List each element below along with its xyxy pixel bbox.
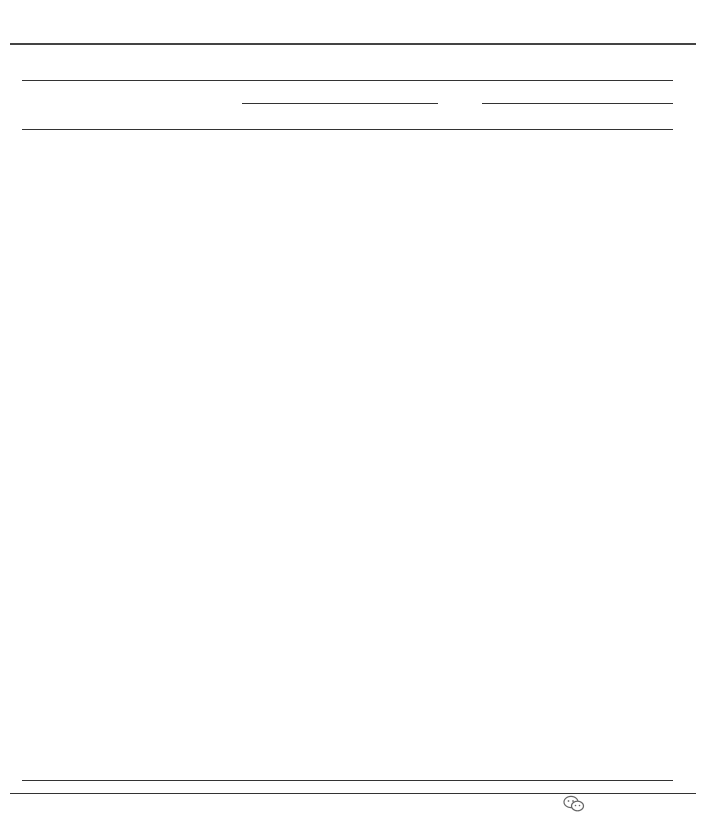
group-underline-car-60 [482, 103, 673, 104]
group-underline-car-30 [242, 103, 438, 104]
wechat-icon [563, 795, 585, 813]
title-rule [10, 43, 696, 45]
table-bottom-rule [22, 780, 673, 781]
footer-rule [10, 793, 696, 794]
table-top-rule [22, 80, 673, 81]
header-rule [22, 129, 673, 130]
watermark [563, 795, 589, 813]
